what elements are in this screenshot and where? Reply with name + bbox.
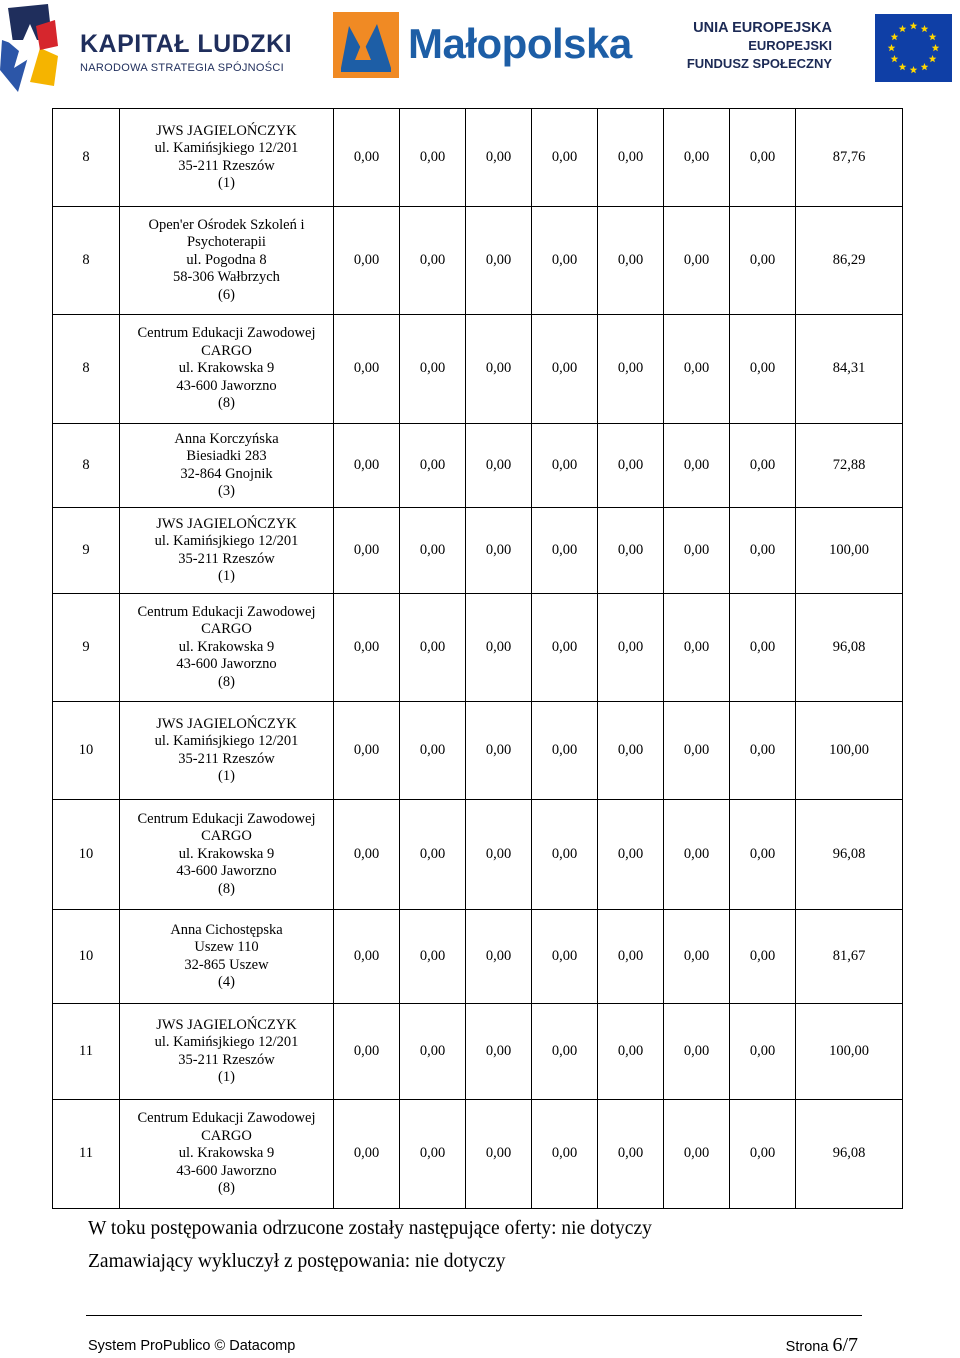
table-row: [53, 424, 903, 508]
criterion-score-cell: 0,00: [730, 1100, 796, 1209]
bidder-line: Centrum Edukacji Zawodowej: [137, 810, 316, 827]
part-number-cell: 11: [53, 1004, 120, 1100]
bidder-line: Uszew 110: [194, 939, 259, 955]
criterion-score-cell: 0,00: [466, 315, 532, 424]
bidder-line: 32-865 Uszew: [184, 956, 269, 973]
bidder-cell: [120, 207, 334, 315]
criterion-score-cell: 0,00: [466, 1100, 532, 1209]
bidder-cell: [120, 508, 334, 594]
bidder-cell: [120, 109, 334, 207]
criterion-score-cell: 0,00: [532, 109, 598, 207]
eu-logo: [686, 14, 952, 84]
bidder-line: CARGO: [201, 621, 252, 638]
total-score-cell: 81,67: [796, 910, 903, 1004]
criterion-score-cell: 0,00: [532, 1004, 598, 1100]
table-row: [53, 207, 903, 315]
bidder-line: ul. Krakowska 9: [178, 845, 275, 862]
part-number-cell: 11: [53, 1100, 120, 1209]
part-number-cell: 8: [53, 207, 120, 315]
bidder-line: CARGO: [201, 828, 252, 845]
bidder-line: ul. Kamińsjkiego 12/201: [154, 140, 299, 156]
criterion-score-cell: 0,00: [466, 207, 532, 315]
results-table-body: [53, 109, 903, 1209]
kapital-ludzki-star-icon: [0, 0, 80, 96]
bidder-cell: [120, 800, 334, 910]
criterion-score-cell: 0,00: [466, 702, 532, 800]
criterion-score-cell: 0,00: [400, 702, 466, 800]
criterion-score-cell: 0,00: [598, 910, 664, 1004]
criterion-score-cell: 0,00: [532, 207, 598, 315]
criterion-score-cell: 0,00: [598, 594, 664, 702]
bidder-line: ul. Krakowska 9: [178, 360, 275, 377]
criterion-score-cell: 0,00: [664, 207, 730, 315]
bidder-line: ul. Kamińsjkiego 12/201: [154, 1034, 299, 1050]
part-number-cell: 8: [53, 109, 120, 207]
criterion-score-cell: 0,00: [664, 508, 730, 594]
criterion-score-cell: 0,00: [466, 424, 532, 508]
criterion-score-cell: 0,00: [334, 207, 400, 315]
bidder-line: 43-600 Jaworzno: [176, 1162, 277, 1179]
criterion-score-cell: 0,00: [400, 315, 466, 424]
criterion-score-cell: 0,00: [730, 424, 796, 508]
criterion-score-cell: 0,00: [598, 315, 664, 424]
criterion-score-cell: 0,00: [466, 910, 532, 1004]
table-row: [53, 1100, 903, 1209]
table-row: [53, 315, 903, 424]
criterion-score-cell: 0,00: [334, 800, 400, 910]
criterion-score-cell: 0,00: [598, 424, 664, 508]
rejected-offers-note: W toku postępowania odrzucone zostały następujące oferty: nie dotyczy: [88, 1218, 652, 1239]
criterion-score-cell: 0,00: [532, 1100, 598, 1209]
criterion-score-cell: 0,00: [664, 594, 730, 702]
bidder-line: JWS JAGIELOŃCZYK: [156, 515, 297, 532]
criterion-score-cell: 0,00: [400, 1100, 466, 1209]
criterion-score-cell: 0,00: [334, 1004, 400, 1100]
criterion-score-cell: 0,00: [664, 1004, 730, 1100]
criterion-score-cell: 0,00: [730, 1004, 796, 1100]
criterion-score-cell: 0,00: [466, 1004, 532, 1100]
part-number-cell: 10: [53, 702, 120, 800]
total-score-cell: 100,00: [796, 1004, 903, 1100]
total-score-cell: 96,08: [796, 594, 903, 702]
criterion-score-cell: 0,00: [730, 800, 796, 910]
bidder-line: (6): [218, 286, 235, 303]
criterion-score-cell: 0,00: [598, 1100, 664, 1209]
criterion-score-cell: 0,00: [598, 702, 664, 800]
table-row: [53, 1004, 903, 1100]
criterion-score-cell: 0,00: [730, 508, 796, 594]
table-row: [53, 800, 903, 910]
bidder-line: JWS JAGIELOŃCZYK: [156, 715, 297, 732]
criterion-score-cell: 0,00: [334, 702, 400, 800]
bidder-line: 43-600 Jaworzno: [176, 863, 277, 880]
total-score-cell: 96,08: [796, 1100, 903, 1209]
criterion-score-cell: 0,00: [532, 315, 598, 424]
bidder-line: Open'er Ośrodek Szkoleń i: [148, 216, 305, 233]
criterion-score-cell: 0,00: [400, 1004, 466, 1100]
criterion-score-cell: 0,00: [466, 109, 532, 207]
criterion-score-cell: 0,00: [400, 207, 466, 315]
bidder-line: ul. Kamińsjkiego 12/201: [154, 733, 299, 749]
criterion-score-cell: 0,00: [334, 109, 400, 207]
bidder-line: (8): [218, 1180, 235, 1197]
criterion-score-cell: 0,00: [532, 702, 598, 800]
bidder-line: Anna Cichostępska: [170, 921, 283, 938]
criterion-score-cell: 0,00: [664, 109, 730, 207]
footer-page-value: 6/7: [832, 1334, 858, 1356]
bidder-line: ul. Kamińsjkiego 12/201: [154, 533, 299, 549]
criterion-score-cell: 0,00: [730, 315, 796, 424]
kapital-ludzki-title: KAPITAŁ LUDZKI: [80, 30, 293, 58]
bidder-cell: [120, 594, 334, 702]
bidder-line: Centrum Edukacji Zawodowej: [137, 325, 316, 342]
criterion-score-cell: 0,00: [730, 910, 796, 1004]
criterion-score-cell: 0,00: [400, 800, 466, 910]
eu-title: UNIA EUROPEJSKA: [693, 20, 832, 36]
total-score-cell: 100,00: [796, 508, 903, 594]
part-number-cell: 9: [53, 594, 120, 702]
criterion-score-cell: 0,00: [532, 910, 598, 1004]
bidder-line: CARGO: [201, 1127, 252, 1144]
bidder-line: Psychoterapii: [187, 234, 266, 251]
criterion-score-cell: 0,00: [730, 207, 796, 315]
bidder-line: 58-306 Wałbrzych: [173, 269, 280, 286]
criterion-score-cell: 0,00: [598, 508, 664, 594]
kapital-ludzki-subtitle: NARODOWA STRATEGIA SPÓJNOŚCI: [80, 62, 284, 74]
eu-subtitle-2: FUNDUSZ SPOŁECZNY: [686, 56, 832, 71]
criterion-score-cell: 0,00: [664, 910, 730, 1004]
criterion-score-cell: 0,00: [334, 424, 400, 508]
total-score-cell: 86,29: [796, 207, 903, 315]
page-header: [0, 0, 960, 100]
criterion-score-cell: 0,00: [598, 207, 664, 315]
bidder-line: (1): [218, 568, 235, 584]
criterion-score-cell: 0,00: [664, 800, 730, 910]
total-score-cell: 87,76: [796, 109, 903, 207]
table-row: [53, 910, 903, 1004]
bidder-line: 43-600 Jaworzno: [176, 377, 277, 394]
criterion-score-cell: 0,00: [532, 508, 598, 594]
criterion-score-cell: 0,00: [334, 508, 400, 594]
criterion-score-cell: 0,00: [664, 315, 730, 424]
bidder-line: Anna Korczyńska: [174, 430, 279, 447]
malopolska-emblem-icon: [333, 12, 399, 78]
bidder-line: (1): [218, 175, 235, 191]
bidder-line: 43-600 Jaworzno: [176, 656, 277, 673]
criterion-score-cell: 0,00: [334, 910, 400, 1004]
bidder-line: CARGO: [201, 342, 252, 359]
criterion-score-cell: 0,00: [664, 1100, 730, 1209]
bidder-line: 35-211 Rzeszów: [178, 157, 275, 174]
eu-flag-icon: [875, 14, 952, 82]
bidder-line: ul. Krakowska 9: [178, 1145, 275, 1162]
total-score-cell: 72,88: [796, 424, 903, 508]
table-row: [53, 109, 903, 207]
kapital-ludzki-logo: [0, 0, 300, 96]
bidder-line: JWS JAGIELOŃCZYK: [156, 122, 297, 139]
criterion-score-cell: 0,00: [400, 508, 466, 594]
part-number-cell: 8: [53, 424, 120, 508]
total-score-cell: 84,31: [796, 315, 903, 424]
criterion-score-cell: 0,00: [730, 702, 796, 800]
footer-page-number: [786, 1334, 858, 1357]
part-number-cell: 9: [53, 508, 120, 594]
bidder-line: Biesiadki 283: [186, 448, 267, 464]
criterion-score-cell: 0,00: [664, 702, 730, 800]
criterion-score-cell: 0,00: [598, 109, 664, 207]
table-row: [53, 508, 903, 594]
footer-page-label: Strona: [785, 1339, 829, 1355]
bidder-line: (4): [218, 974, 235, 990]
bidder-line: 32-864 Gnojnik: [180, 465, 273, 482]
criterion-score-cell: 0,00: [334, 315, 400, 424]
criterion-score-cell: 0,00: [532, 800, 598, 910]
criterion-score-cell: 0,00: [466, 594, 532, 702]
bidder-line: JWS JAGIELOŃCZYK: [156, 1016, 297, 1033]
criterion-score-cell: 0,00: [664, 424, 730, 508]
criterion-score-cell: 0,00: [400, 109, 466, 207]
criterion-score-cell: 0,00: [532, 594, 598, 702]
total-score-cell: 100,00: [796, 702, 903, 800]
criterion-score-cell: 0,00: [730, 109, 796, 207]
bidder-line: (1): [218, 1069, 235, 1085]
criterion-score-cell: 0,00: [400, 424, 466, 508]
bidder-cell: [120, 1100, 334, 1209]
bidder-line: (1): [218, 768, 235, 784]
footer-system: System ProPublico © Datacomp: [88, 1338, 296, 1354]
criterion-score-cell: 0,00: [730, 594, 796, 702]
bidder-line: (3): [218, 483, 235, 499]
bidder-line: 35-211 Rzeszów: [178, 550, 275, 567]
criterion-score-cell: 0,00: [400, 910, 466, 1004]
criterion-score-cell: 0,00: [466, 508, 532, 594]
criterion-score-cell: 0,00: [466, 800, 532, 910]
criterion-score-cell: 0,00: [598, 1004, 664, 1100]
part-number-cell: 10: [53, 800, 120, 910]
bidder-cell: [120, 702, 334, 800]
bidder-line: 35-211 Rzeszów: [178, 1051, 275, 1068]
criterion-score-cell: 0,00: [532, 424, 598, 508]
criterion-score-cell: 0,00: [334, 594, 400, 702]
bidder-line: (8): [218, 880, 235, 897]
bidder-line: (8): [218, 673, 235, 690]
part-number-cell: 8: [53, 315, 120, 424]
excluded-bidders-note: Zamawiający wykluczył z postępowania: nie dotyczy: [88, 1251, 506, 1272]
malopolska-logo: [333, 12, 663, 82]
bidder-line: ul. Pogodna 8: [186, 251, 267, 268]
criterion-score-cell: 0,00: [598, 800, 664, 910]
criterion-score-cell: 0,00: [400, 594, 466, 702]
bidder-line: ul. Krakowska 9: [178, 638, 275, 655]
bidder-cell: [120, 910, 334, 1004]
bidder-line: Centrum Edukacji Zawodowej: [137, 1110, 316, 1127]
table-row: [53, 702, 903, 800]
results-table: [52, 108, 903, 1209]
eu-subtitle-1: EUROPEJSKI: [748, 38, 832, 53]
malopolska-wordmark: Małopolska: [408, 20, 632, 67]
bidder-cell: [120, 315, 334, 424]
bidder-line: 35-211 Rzeszów: [178, 750, 275, 767]
total-score-cell: 96,08: [796, 800, 903, 910]
part-number-cell: 10: [53, 910, 120, 1004]
bidder-cell: [120, 424, 334, 508]
footer-divider: [86, 1315, 862, 1316]
criterion-score-cell: 0,00: [334, 1100, 400, 1209]
bidder-line: Centrum Edukacji Zawodowej: [137, 603, 316, 620]
bidder-line: (8): [218, 395, 235, 412]
table-row: [53, 594, 903, 702]
bidder-cell: [120, 1004, 334, 1100]
